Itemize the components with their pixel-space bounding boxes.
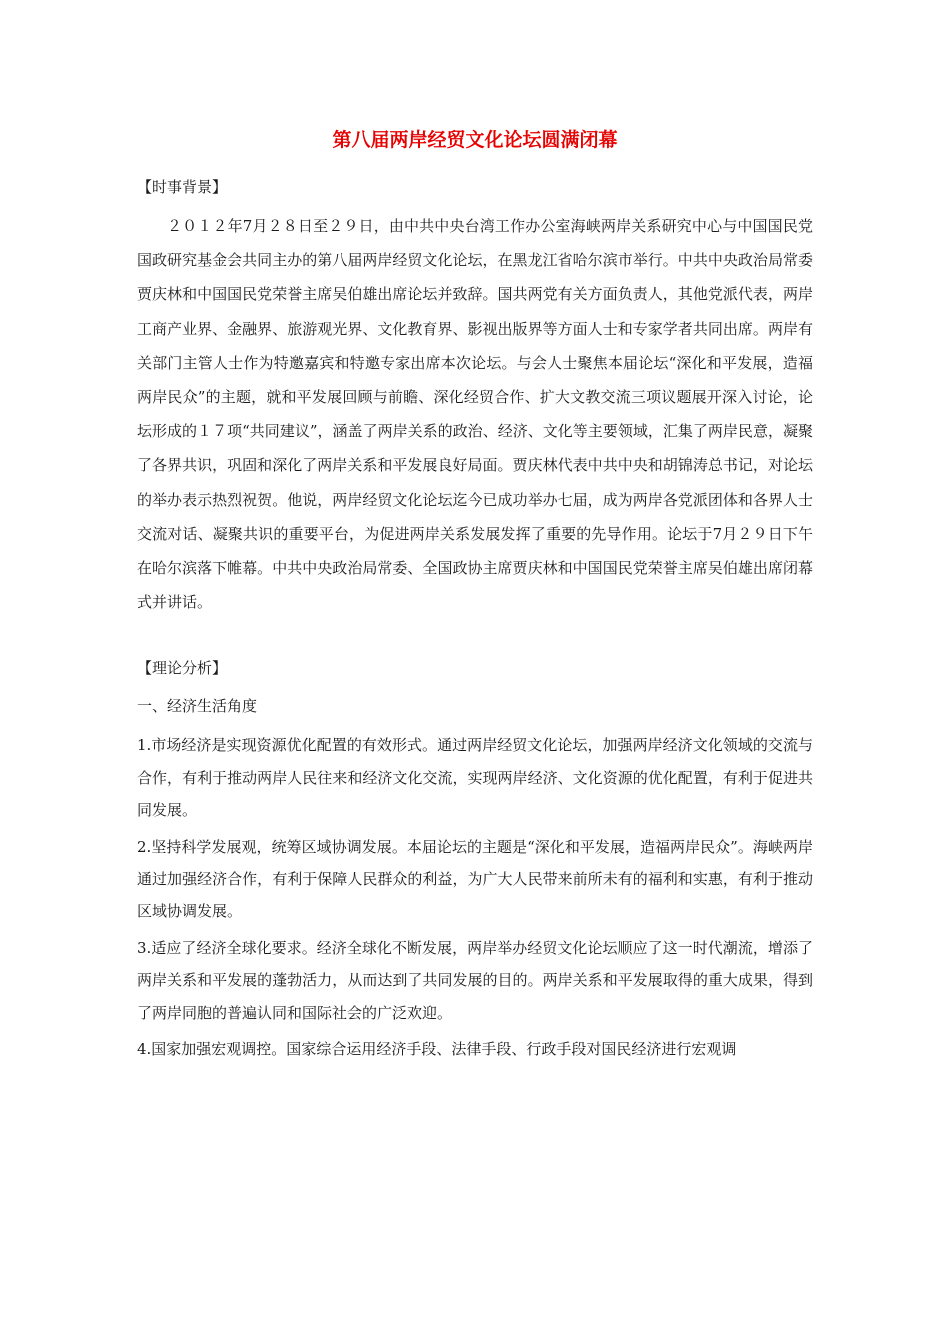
background-paragraph: ２０１２年7月２８日至２９日，由中共中央台湾工作办公室海峡两岸关系研究中心与中国国民党国政研究基金会共同主办的第八届两岸经贸文化论坛，在黑龙江省哈尔滨市举行。中共中央政治局常委贾庆林和中国国民党荣誉主席吴伯雄出席论坛并致辞。国共两党有关方面负责人，其他党派代表，两岸工商产业界、金融界、旅游观光界、文化教育界、影视出版界等方面人士和专家学者共同出席。两岸有关部门主管人士作为特邀嘉宾和特邀专家出席本次论坛。与会人士聚焦本届论坛“深化和平发展，造福两岸民众”的主题，就和平发展回顾与前瞻、深化经贸合作、扩大文教交流三项议题展开深入讨论，论坛形成的１７项“共同建议”，涵盖了两岸关系的政治、经济、文化等主要领域，汇集了两岸民意，凝聚了各界共识，巩固和深化了两岸关系和平发展良好局面。贾庆林代表中共中央和胡锦涛总书记，对论坛的举办表示热烈祝贺。他说，两岸经贸文化论坛迄今已成功举办七届，成为两岸各党派团体和各界人士交流对话、凝聚共识的重要平台，为促进两岸关系发展发挥了重要的先导作用。论坛于7月２９日下午在哈尔滨落下帷幕。中共中央政治局常委、全国政协主席贾庆林和中国国民党荣誉主席吴伯雄出席闭幕式并讲话。 [137,217,813,612]
analysis-item-2: 2.坚持科学发展观，统筹区域协调发展。本届论坛的主题是“深化和平发展，造福两岸民众”。海峡两岸通过加强经济合作，有利于保障人民群众的利益，为广大人民带来前所未有的福利和实惠，有利于推动区域协调发展。 [137,837,813,921]
background-heading: 【时事背景】 [137,178,228,196]
section-heading: 一、经济生活角度 [137,697,258,716]
analysis-item-4: 4.国家加强宏观调控。国家综合运用经济手段、法律手段、行政手段对国民经济进行宏观调 [137,1040,737,1059]
document-body [137,178,813,1070]
analysis-item-3: 3.适应了经济全球化要求。经济全球化不断发展，两岸举办经贸文化论坛顺应了这一时代潮流，增添了两岸关系和平发展的蓬勃活力，从而达到了共同发展的目的。两岸关系和平发展取得的重大成果，得到了两岸同胞的普遍认同和国际社会的广泛欢迎。 [137,938,813,1022]
analysis-heading: 【理论分析】 [137,659,228,678]
document-title: 第八届两岸经贸文化论坛圆满闭幕 [332,129,618,151]
analysis-item-1: 1.市场经济是实现资源优化配置的有效形式。通过两岸经贸文化论坛，加强两岸经济文化领域的交流与合作，有利于推动两岸人民往来和经济文化交流，实现两岸经济、文化资源的优化配置，有利于促进共同发展。 [137,736,813,820]
